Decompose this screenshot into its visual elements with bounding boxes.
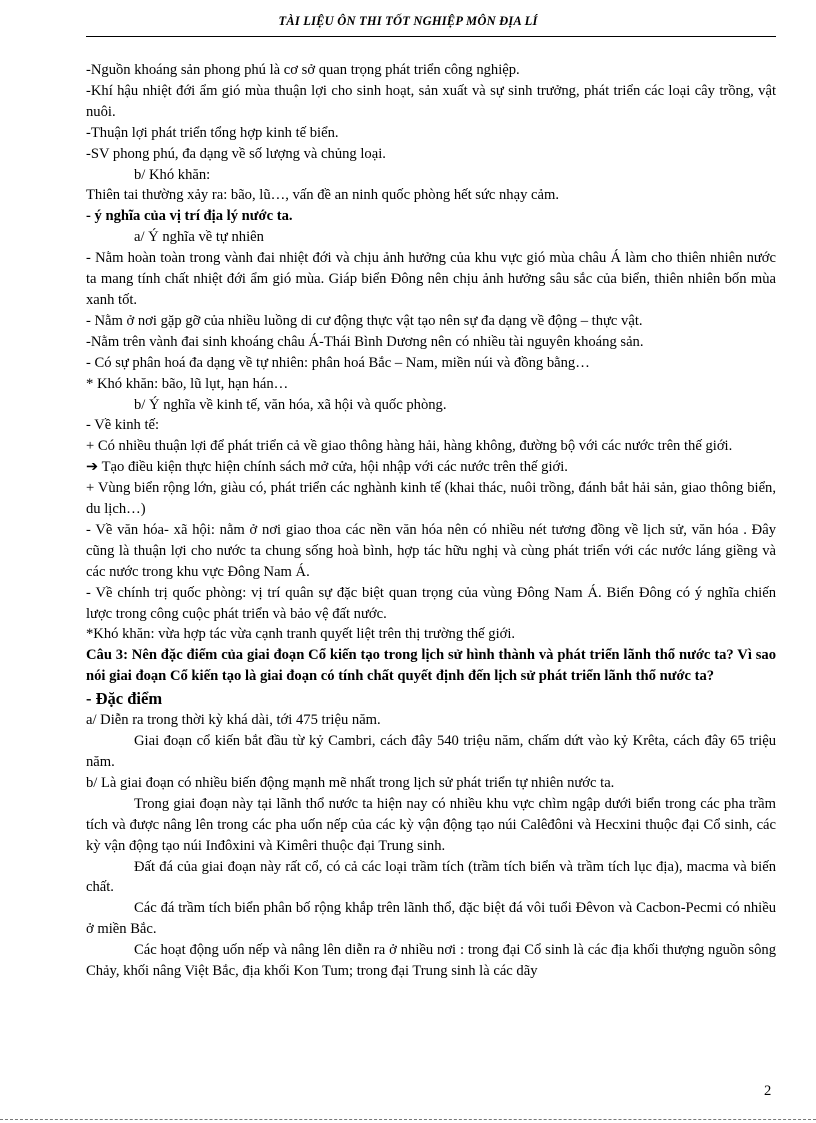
paragraph: * Khó khăn: bão, lũ lụt, hạn hán…	[86, 375, 289, 392]
paragraph: b/ Là giai đoạn có nhiều biến động mạnh mẽ nhất trong lịch sử phát triển tự nhiên nước ta.	[86, 774, 615, 791]
paragraph: Thiên tai thường xảy ra: bão, lũ…, vấn đề an ninh quốc phòng hết sức nhạy cảm.	[86, 187, 559, 204]
paragraph: a/ Diễn ra trong thời kỳ khá dài, tới 475 triệu năm.	[86, 712, 381, 729]
paragraph: Đất đá của giai đoạn này rất cổ, có cả các loại trầm tích (trầm tích biển và trầm tích lục địa), macma và biến chất.	[86, 858, 776, 896]
paragraph: - Nằm hoàn toàn trong vành đai nhiệt đới và chịu ảnh hưởng của khu vực gió mùa châu Á làm cho thiên nhiên nước ta mang tính chất nhiệt đới ẩm gió mùa. Giáp biển Đông nên chịu ảnh hưởng sâu sắc của biển, thiên nhiên bốn mùa xanh tốt.	[86, 250, 776, 308]
document-body	[86, 60, 776, 982]
paragraph: - Nằm ở nơi gặp gỡ của nhiều luồng di cư động thực vật tạo nên sự đa dạng về động – thực vật.	[86, 312, 643, 329]
page-number: 2	[764, 1083, 772, 1099]
header-divider	[86, 36, 776, 37]
paragraph: - Có sự phân hoá đa dạng về tự nhiên: phân hoá Bắc – Nam, miền núi và đồng bằng…	[86, 354, 590, 371]
paragraph: Các đá trầm tích biển phân bố rộng khắp trên lãnh thổ, đặc biệt đá vôi tuổi Đêvon và Cacbon-Pecmi có nhiều ở miền Bắc.	[86, 900, 776, 938]
question-heading: Câu 3: Nên đặc điểm của giai đoạn Cổ kiến tạo trong lịch sử hình thành và phát triển lãnh thổ nước ta? Vì sao nói giai đoạn Cổ kiến tạo là giai đoạn có tính chất quyết định đến lịch sử phát triển lãnh thổ nước ta?	[86, 647, 776, 685]
paragraph: - Về văn hóa- xã hội: nằm ở nơi giao thoa các nền văn hóa nên có nhiều nét tương đồng về lịch sử, văn hóa . Đây cũng là thuận lợi cho nước ta chung sống hoà bình, hợp tác hữu nghị và cùng phát triển với các nước láng giềng và các nước trong khu vực Đông Nam Á.	[86, 521, 776, 580]
page-bottom-edge	[0, 1119, 816, 1120]
paragraph: -SV phong phú, đa dạng về số lượng và chủng loại.	[86, 145, 386, 162]
paragraph: + Có nhiều thuận lợi để phát triển cả về giao thông hàng hải, hàng không, đường bộ với các nước trên thế giới.	[86, 438, 733, 455]
paragraph: + Vùng biển rộng lớn, giàu có, phát triển các nghành kinh tế (khai thác, nuôi trồng, đánh bắt hải sản, giao thông biển, du lịch…)	[86, 480, 776, 518]
page-header: TÀI LIỆU ÔN THI TỐT NGHIỆP MÔN ĐỊA LÍ	[278, 14, 538, 28]
paragraph: - Về kinh tế:	[86, 417, 160, 434]
subheading: b/ Khó khăn:	[134, 166, 211, 183]
section-heading: - Đặc điểm	[86, 689, 163, 709]
paragraph: Giai đoạn cổ kiến bắt đầu từ kỷ Cambri, cách đây 540 triệu năm, chấm dứt vào kỷ Krêta, cách đây 65 triệu năm.	[86, 733, 776, 770]
paragraph: -Thuận lợi phát triển tổng hợp kinh tế biển.	[86, 124, 339, 141]
section-heading: - ý nghĩa của vị trí địa lý nước ta.	[86, 208, 293, 225]
subheading: b/ Ý nghĩa về kinh tế, văn hóa, xã hội và quốc phòng.	[134, 396, 447, 413]
paragraph: ➔ Tạo điều kiện thực hiện chính sách mở cửa, hội nhập với các nước trên thế giới.	[86, 459, 568, 476]
paragraph: *Khó khăn: vừa hợp tác vừa cạnh tranh quyết liệt trên thị trường thế giới.	[86, 626, 516, 643]
subheading: a/ Ý nghĩa về tự nhiên	[134, 229, 264, 246]
paragraph: Trong giai đoạn này tại lãnh thổ nước ta hiện nay có nhiều khu vực chìm ngập dưới biển trong các pha trầm tích và được nâng lên trong các pha uốn nếp của các kỳ vận động tạo núi Calêđôni và Hecxini thuộc đại Cổ sinh, các kỳ vận động tạo núi Inđôxini và Kimêri thuộc đại Trung sinh.	[86, 795, 776, 854]
paragraph: -Nguồn khoáng sản phong phú là cơ sở quan trọng phát triển công nghiệp.	[86, 62, 520, 78]
paragraph: -Khí hậu nhiệt đới ẩm gió mùa thuận lợi cho sinh hoạt, sản xuất và sự sinh trưởng, phát triển các loại cây trồng, vật nuôi.	[86, 82, 776, 120]
paragraph: -Nằm trên vành đai sinh khoáng châu Á-Thái Bình Dương nên có nhiều tài nguyên khoáng sản.	[86, 333, 644, 350]
paragraph: Các hoạt động uốn nếp và nâng lên diễn ra ở nhiều nơi : trong đại Cổ sinh là các địa khối thượng nguồn sông Chảy, khối nâng Việt Bắc, địa khối Kon Tum; trong đại Trung sinh là các dãy	[86, 942, 776, 980]
paragraph: - Về chính trị quốc phòng: vị trí quân sự đặc biệt quan trọng của vùng Đông Nam Á. Biển Đông có ý nghĩa chiến lược trong công cuộc phát triển và bảo vệ đất nước.	[86, 584, 776, 622]
